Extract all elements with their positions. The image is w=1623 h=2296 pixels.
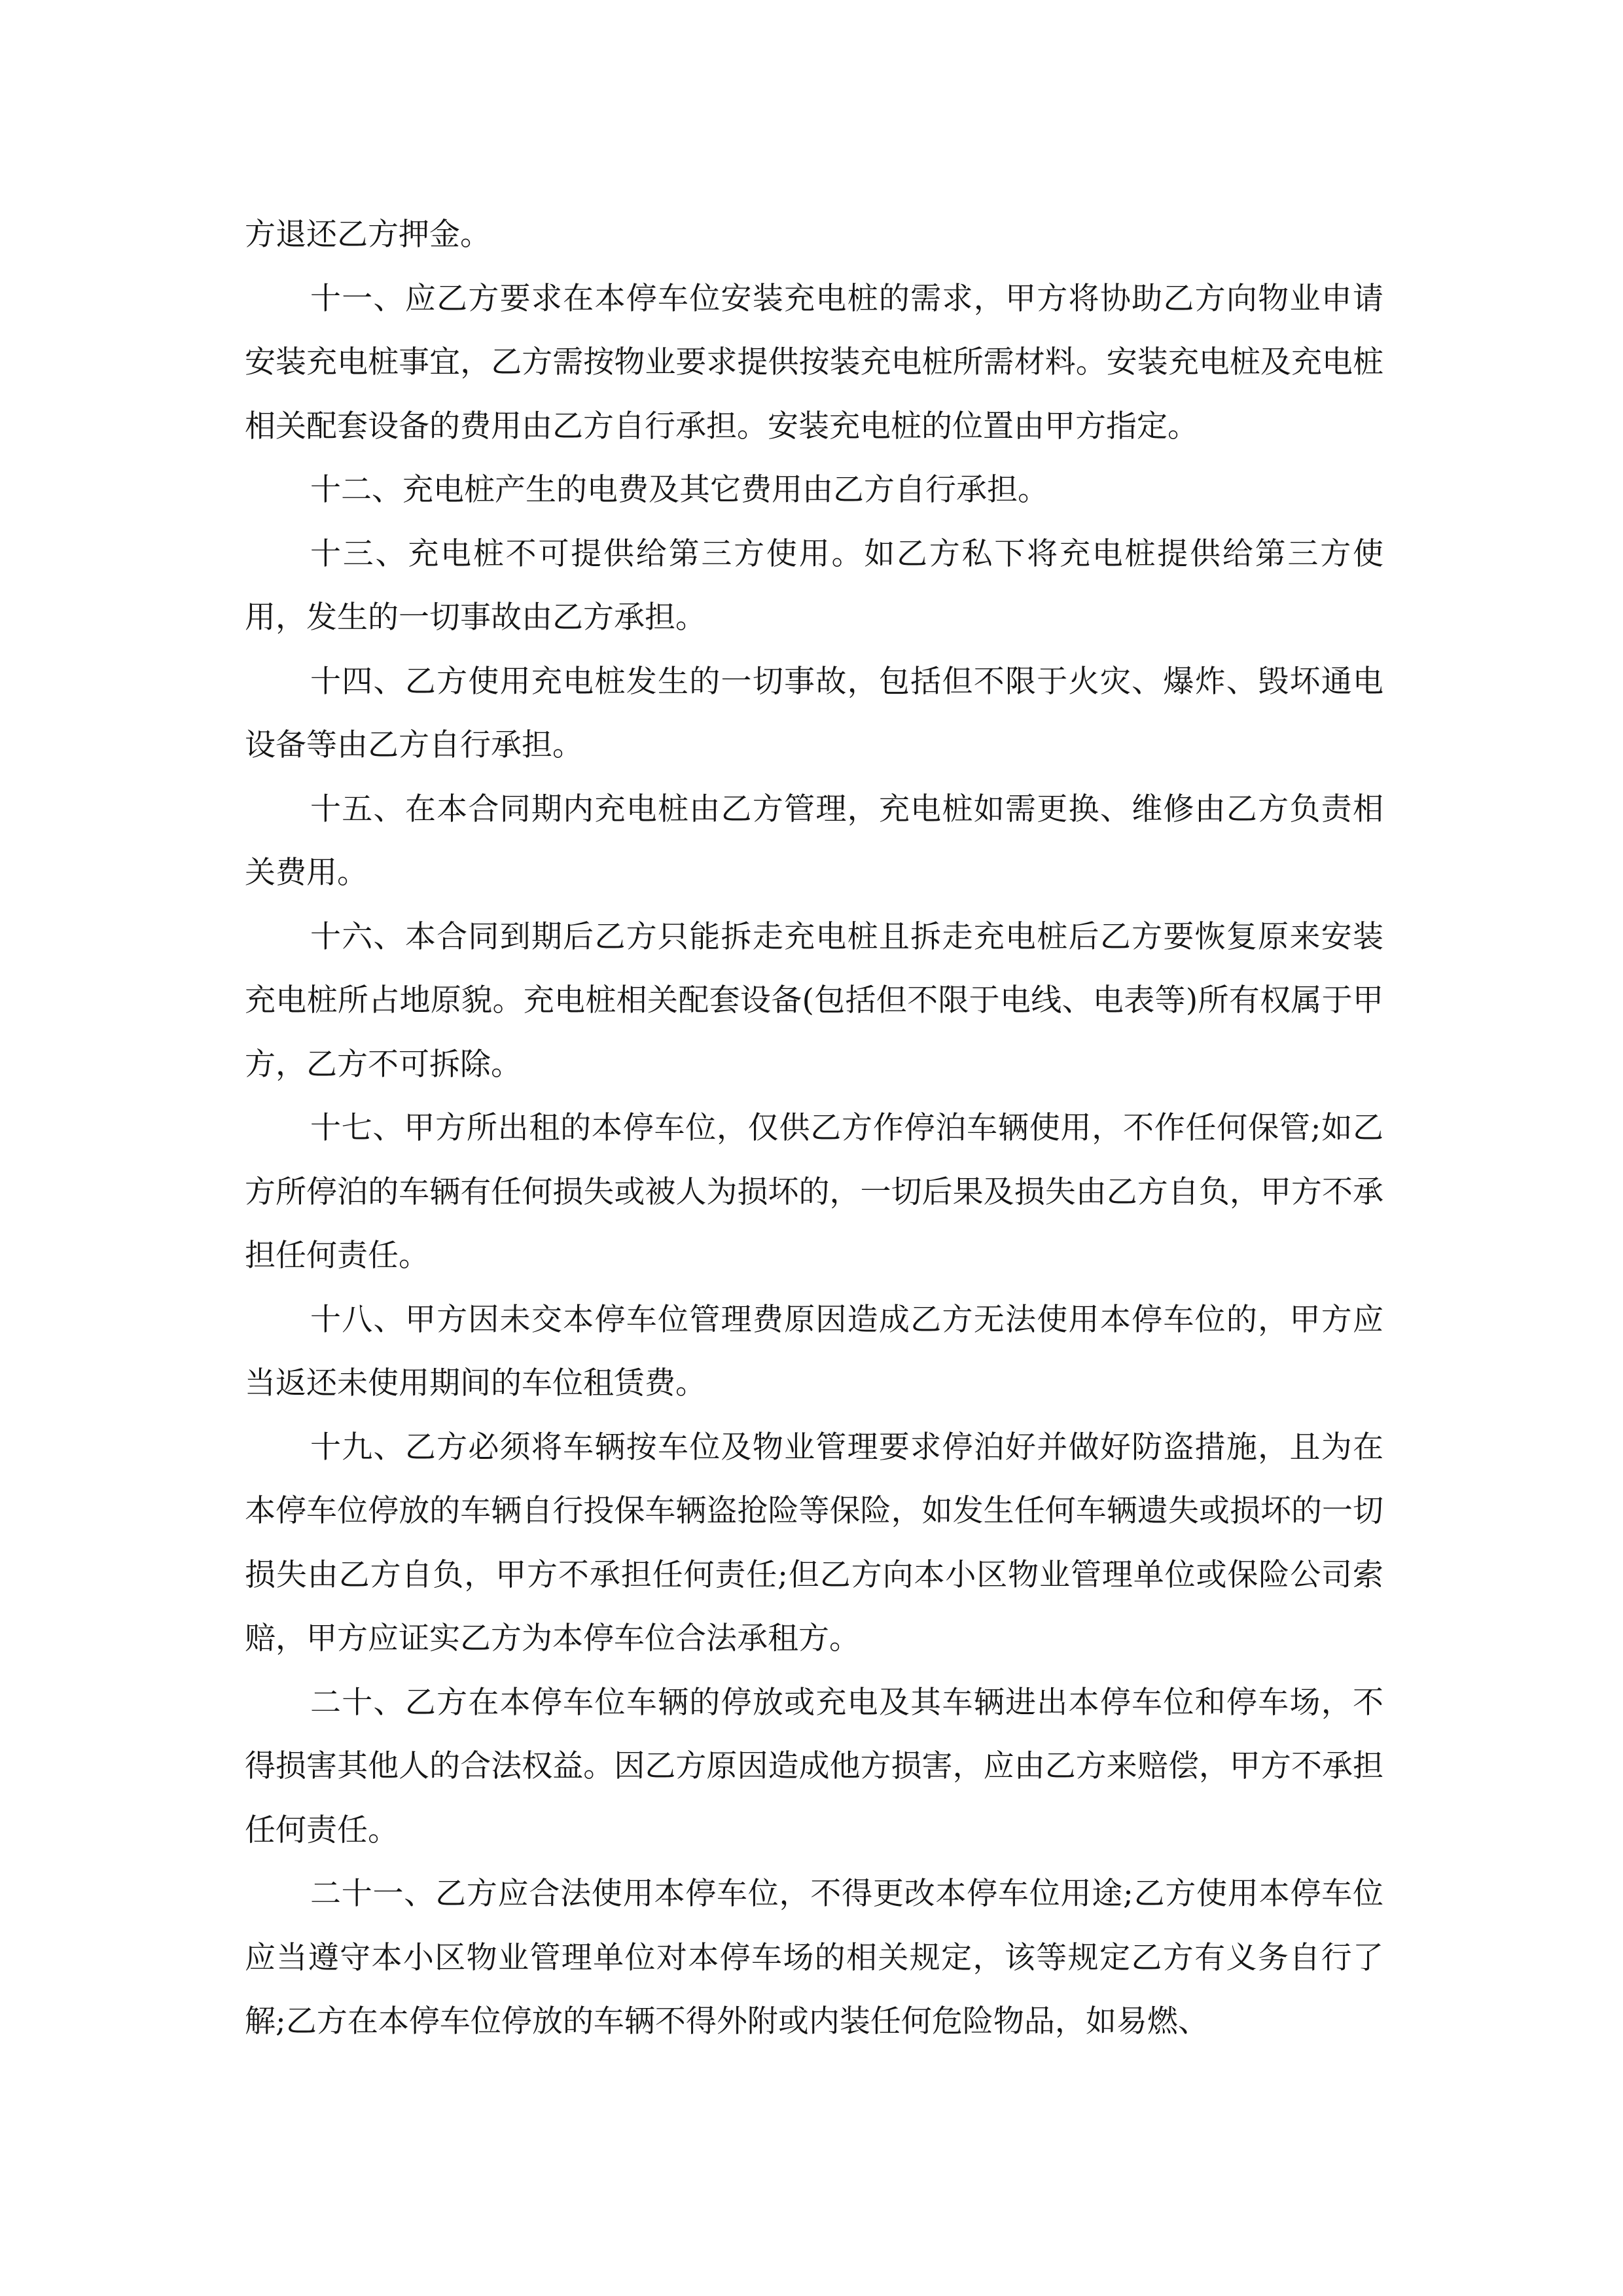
clause-20-rights-of-others: 二十、乙方在本停车位车辆的停放或充电及其车辆进出本停车位和停车场，不得损害其他人的合法权益。因乙方原因造成他方损害，应由乙方来赔偿，甲方不承担任何责任。	[245, 1684, 1383, 1848]
paragraph-deposit-end: 方退还乙方押金。	[245, 217, 491, 253]
clause-18-management-fee: 十八、甲方因未交本停车位管理费原因造成乙方无法使用本停车位的，甲方应当返还未使用期间的车位租赁费。	[245, 1301, 1383, 1401]
clause-13-third-party-use: 十三、充电桩不可提供给第三方使用。如乙方私下将充电桩提供给第三方使用，发生的一切事故由乙方承担。	[245, 535, 1383, 636]
clause-11-charging-pile-installation: 十一、应乙方要求在本停车位安装充电桩的需求，甲方将协助乙方向物业申请安装充电桩事宜，乙方需按物业要求提供按装充电桩所需材料。安装充电桩及充电桩相关配套设备的费用由乙方自行承担。安装充电桩的位置由甲方指定。	[245, 280, 1383, 444]
clause-19-theft-insurance: 十九、乙方必须将车辆按车位及物业管理要求停泊好并做好防盗措施，且为在本停车位停放的车辆自行投保车辆盗抢险等保险，如发生任何车辆遗失或损坏的一切损失由乙方自负，甲方不承担任何责任;但乙方向本小区物业管理单位或保险公司索赔，甲方应证实乙方为本停车位合法承租方。	[245, 1429, 1383, 1657]
clause-16-contract-expiry: 十六、本合同到期后乙方只能拆走充电桩且拆走充电桩后乙方要恢复原来安装充电桩所占地原貌。充电桩相关配套设备(包括但不限于电线、电表等)所有权属于甲方，乙方不可拆除。	[245, 918, 1383, 1083]
clause-14-accident-liability: 十四、乙方使用充电桩发生的一切事故，包括但不限于火灾、爆炸、毁坏通电设备等由乙方自行承担。	[245, 663, 1383, 763]
clause-15-maintenance: 十五、在本合同期内充电桩由乙方管理，充电桩如需更换、维修由乙方负责相关费用。	[245, 791, 1383, 891]
clause-21-lawful-use: 二十一、乙方应合法使用本停车位，不得更改本停车位用途;乙方使用本停车位应当遵守本小区物业管理单位对本停车场的相关规定，该等规定乙方有义务自行了解;乙方在本停车位停放的车辆不得外附或内装任何危险物品，如易燃、	[245, 1876, 1383, 2039]
clause-17-parking-use: 十七、甲方所出租的本停车位，仅供乙方作停泊车辆使用，不作任何保管;如乙方所停泊的车辆有任何损失或被人为损坏的，一切后果及损失由乙方自负，甲方不承担任何责任。	[245, 1110, 1383, 1274]
clause-12-electricity-fees: 十二、充电桩产生的电费及其它费用由乙方自行承担。	[310, 472, 1048, 508]
document-body	[245, 203, 1383, 2054]
